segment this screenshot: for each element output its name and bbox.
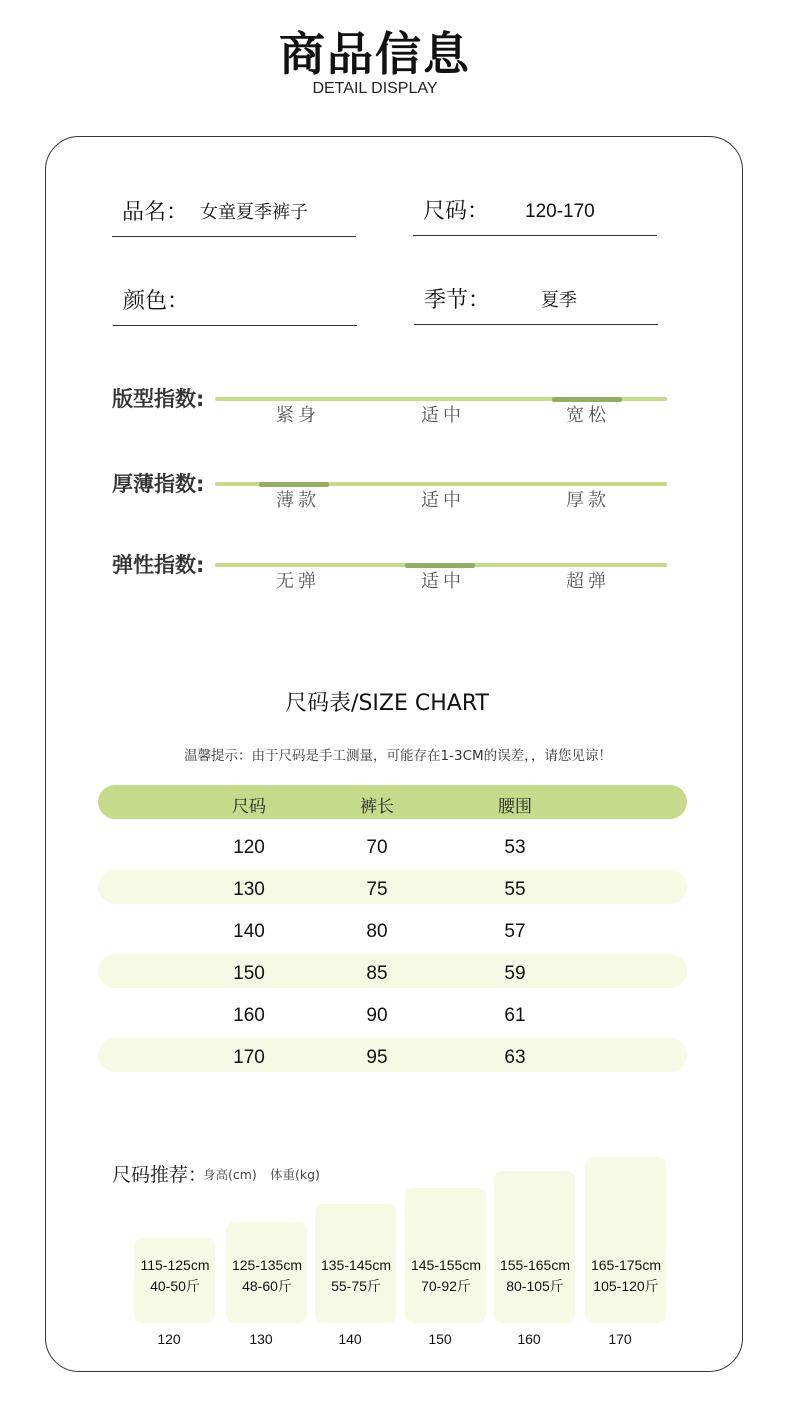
recommend-title: 尺码推荐： — [112, 1164, 208, 1186]
table-header-2: 腰围 — [498, 797, 532, 817]
index-option-0-0: 紧身 — [276, 405, 320, 426]
size-value: 120-170 — [525, 201, 595, 222]
table-cell-2-2: 57 — [504, 921, 526, 942]
index-option-2-2: 超弹 — [566, 571, 610, 592]
recommend-weight-2: 55-75斤 — [331, 1278, 381, 1294]
table-cell-1-1: 75 — [366, 879, 388, 900]
color-field — [113, 286, 357, 326]
index-option-2-0: 无弹 — [276, 571, 320, 592]
recommend-size-3: 150 — [428, 1331, 452, 1347]
recommend-weight-0: 40-50斤 — [150, 1278, 200, 1294]
name-field — [112, 197, 356, 237]
table-header-1: 裤长 — [360, 797, 394, 817]
recommend-unit-height: 身高(cm) — [203, 1167, 257, 1182]
table-cell-3-0: 150 — [233, 963, 265, 984]
season-value: 夏季 — [541, 290, 577, 311]
size-chart-note: 温馨提示：由于尺码是手工测量，可能存在1-3CM的误差，，请您见谅！ — [184, 748, 612, 764]
recommend-bar-4 — [494, 1171, 575, 1323]
table-cell-1-0: 130 — [233, 879, 265, 900]
recommend-height-5: 165-175cm — [590, 1257, 662, 1273]
index-option-1-0: 薄款 — [276, 490, 320, 511]
table-cell-0-2: 53 — [504, 837, 526, 858]
table-cell-0-0: 120 — [233, 837, 265, 858]
page-subtitle: DETAIL DISPLAY — [312, 80, 438, 97]
size-label: 尺码： — [423, 199, 490, 224]
table-cell-3-2: 59 — [504, 963, 526, 984]
table-cell-5-0: 170 — [233, 1047, 265, 1068]
recommend-weight-5: 105-120斤 — [593, 1278, 659, 1294]
recommend-height-4: 155-165cm — [499, 1257, 571, 1273]
recommend-unit-weight: 体重(kg) — [270, 1167, 320, 1182]
season-label: 季节： — [424, 288, 491, 313]
recommend-bar-5 — [585, 1157, 666, 1323]
table-cell-2-0: 140 — [233, 921, 265, 942]
index-option-1-2: 厚款 — [566, 490, 610, 511]
recommend-height-1: 125-135cm — [231, 1257, 303, 1273]
recommend-size-5: 170 — [608, 1331, 632, 1347]
recommend-weight-1: 48-60斤 — [242, 1278, 292, 1294]
index-option-1-1: 适中 — [421, 490, 465, 511]
index-option-0-2: 宽松 — [566, 405, 610, 426]
index-option-2-1: 适中 — [421, 571, 465, 592]
index-label-2: 弹性指数: — [112, 553, 205, 577]
recommend-weight-4: 80-105斤 — [506, 1278, 564, 1294]
index-label-1: 厚薄指数: — [112, 472, 205, 496]
recommend-size-4: 160 — [517, 1331, 541, 1347]
name-label: 品名： — [122, 200, 189, 225]
table-cell-3-1: 85 — [366, 963, 388, 984]
recommend-weight-3: 70-92斤 — [421, 1278, 471, 1294]
index-option-0-1: 适中 — [421, 405, 465, 426]
table-cell-2-1: 80 — [366, 921, 388, 942]
table-cell-0-1: 70 — [366, 837, 388, 858]
color-label: 颜色： — [123, 289, 190, 314]
name-value: 女童夏季裤子 — [200, 202, 308, 223]
table-cell-4-0: 160 — [233, 1005, 265, 1026]
table-cell-4-1: 90 — [366, 1005, 388, 1026]
size-field — [413, 196, 657, 236]
table-cell-5-1: 95 — [366, 1047, 388, 1068]
recommend-height-3: 145-155cm — [410, 1257, 482, 1273]
recommend-height-2: 135-145cm — [320, 1257, 392, 1273]
recommend-height-0: 115-125cm — [140, 1257, 210, 1273]
table-header-0: 尺码 — [232, 797, 266, 817]
recommend-size-1: 130 — [249, 1331, 273, 1347]
recommend-size-2: 140 — [338, 1331, 362, 1347]
recommend-size-0: 120 — [157, 1331, 181, 1347]
table-cell-1-2: 55 — [504, 879, 526, 900]
index-label-0: 版型指数: — [112, 387, 205, 411]
page-title: 商品信息 — [279, 27, 471, 81]
size-chart-title: 尺码表/SIZE CHART — [285, 691, 489, 716]
table-cell-4-2: 61 — [504, 1005, 526, 1026]
table-cell-5-2: 63 — [504, 1047, 526, 1068]
season-field — [414, 285, 658, 325]
